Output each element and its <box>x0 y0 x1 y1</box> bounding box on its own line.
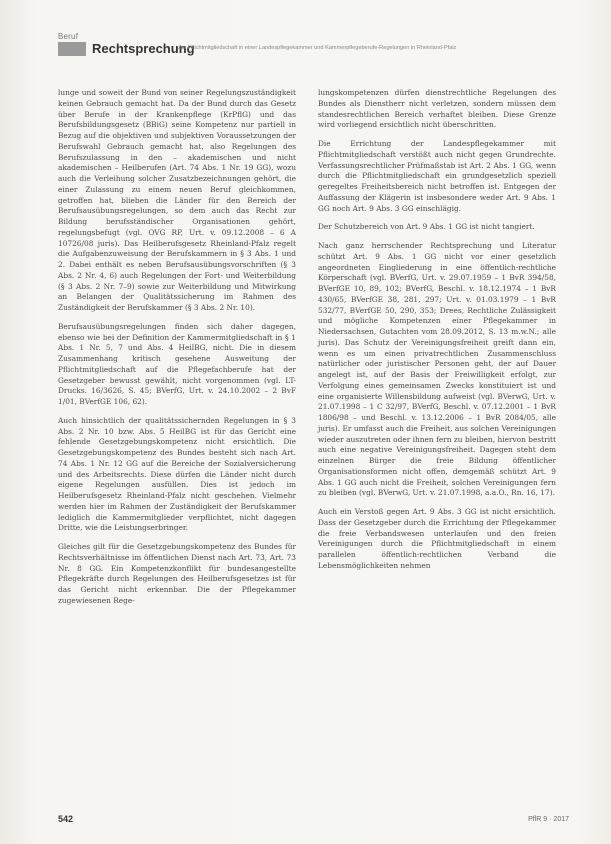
right-column <box>318 88 556 580</box>
journal-reference: PflR 9 · 2017 <box>528 816 569 823</box>
paragraph: Gleiches gilt für die Gesetzgebungskompetenz des Bundes für Rechtsverhältnisse im öffentlichen Dienst nach Art. 73, Art. 73 Nr. 8 GG. Ein Kompetenzkonflikt für bundesangestellte Pflegekräfte durch Regelungen des Heilberufsgesetzes ist für das Gericht nicht erkennbar. Die der Pflegekammer zugewiesenen Rege- <box>58 542 296 605</box>
paragraph: lungskompetenzen dürfen dienstrechtliche Regelungen des Bundes als Dienstherr nicht verletzen, sondern müssen dem standesrechtlichen Bereich verhaftet bleiben. Diese Grenze wird vorliegend ersichtlich nicht überschritten. <box>318 88 556 130</box>
paragraph: lunge und soweit der Bund von seiner Regelungszuständigkeit keinen Gebrauch gemacht hat. Da der Bund durch das Gesetz über Berufe in der Krankenpflege (KrPflG) und das Berufsbildungsgesetz (BBiG) seine Kompetenz nur partiell in Bezug auf die objektiven und subjektiven Voraussetzungen der Berufswahl Gebrauch gemacht hat, also Regelungen des Berufszulassung in den – akademischen und nicht akademischen – Heilberufen (Art. 74 Abs. 1 Nr. 19 GG), wozu auch die Verleihung solcher Zusatzbezeichnungen gehört, die einer Zulassung zu einem neuen Beruf gleichkommen, getroffen hat, blieben die Länder für den Bereich der Berufsausübungsregelungen, so dem auch das Recht zur Bildung berufsständischer Organisationen gehört, regelungsbefugt (vgl. OVG RP, Urt. v. 09.12.2008 – 6 A 10726/08 juris). Das Heilberufsgesetz Rheinland-Pfalz regelt die Aufgabenzuweisung der Berufskammern in § 3 Abs. 1 und 2. Dabei enthält es neben Berufsausübungsvorschriften (§ 3 Abs. 2 Nr. 4, 6) auch Regelungen der Fort- und Weiterbildung (§ 3 Abs. 2 Nr. 7–9) sowie zur Weiterbildung und Mitwirkung an Belangen der Qualitätssicherung im Rahmen des Zuständigkeit der Berufskammer (§ 3 Abs. 2 Nr. 10). <box>58 88 296 312</box>
paragraph: Der Schutzbereich von Art. 9 Abs. 1 GG ist nicht tangiert. <box>318 222 535 232</box>
page-heading-subtitle: Zur Pflichtmitgliedschaft in einer Landespflegekammer und Kammerpflegeberufe-Regelungen in Rheinland-Pfalz <box>178 45 457 51</box>
paragraph: Die Errichtung der Landespflegekammer mit Pflichtmitgliedschaft verstößt auch nicht gegen Grundrechte. Verfassungsrechtlicher Prüfmaßstab ist Art. 2 Abs. 1 GG, wenn durch die Pflichtmitgliedschaft ein grundgesetzlich speziell geregeltes Freiheitsbereich nicht betroffen ist. Entgegen der Auffassung der Klägerin ist insbesondere weder Art. 9 Abs. 1 GG noch Art. 9 Abs. 3 GG einschlägig. <box>318 139 556 213</box>
paragraph: Berufsausübungsregelungen finden sich daher dagegen, ebenso wie bei der Definition der Kammermitgliedschaft in § 1 Abs. 1 Nr. 5, 7 und Abs. 4 HeilBG, nicht. Die in diesem Zusammenhang kritisch gesehene Ausweitung der Pflichtmitgliedschaft auf die Pflegefachberufe hat der Gesetzgeber bewusst gewählt, nicht vorgenommen (vgl. LT-Drucks. 16/3626, S. 45; BVerfG, Urt. v. 24.10.2002 – 2 BvF 1/01, BVerfGE 106, 62). <box>58 321 296 406</box>
page-number: 542 <box>58 814 74 824</box>
page-heading: Rechtsprechung <box>92 41 195 56</box>
paragraph: Nach ganz herrschender Rechtsprechung und Literatur schützt Art. 9 Abs. 1 GG nicht vor einer gesetzlich angeordneten Eingliederung in eine öffentlich-rechtliche Körperschaft (vgl. BVerfG, Urt. v. 29.07.1959 – 1 BvR 394/58, BVerfGE 10, 89, 102; BVerfG, Beschl. v. 18.12.1974 – 1 BvR 430/65, BVerfGE 38, 281, 297; Urt. v. 01.03.1979 – 1 BvR 532/77, BVerfGE 50, 290, 353; Drees, Rechtliche Zulässigkeit und mögliche Kompetenzen einer Pflegekammer in Niedersachsen, Gutachten vom 28.09.2012, S. 13 m.w.N.; alle juris). Das Schutz der Vereinigungsfreiheit greift dann ein, wenn es um einen privatrechtlichen Zusammenschluss natürlicher oder juristischer Personen geht, der auf Dauer angelegt ist, auf der Basis der Freiwilligkeit erfolgt, zur Verfolgung eines gemeinsamen Zwecks konstituiert ist und eine organisierte Willensbildung aufweist (vgl. BVerwG, Urt. v. 21.07.1998 – 1 C 32/97, BVerfG, Beschl. v. 07.12.2001 – 1 BvR 1806/98 – und Beschl. v. 13.12.2006 – 1 BvR 2084/05, alle juris). Er umfasst auch die Freiheit, aus solchen Vereinigungen wieder auszutreten oder ihnen fern zu bleiben, hiervon bestritt auch eine negative Vereinigungsfreiheit. Dagegen steht dem einzelnen Bürger die freie Bildung öffentlicher Organisationsformen nicht offen, demgemäß schützt Art. 9 Abs. 1 GG auch nicht die Freiheit, solchen Vereinigungen fern zu bleiben (vgl. BVerwG, Urt. v. 21.07.1998, a.a.O., Rn. 16, 17). <box>318 241 556 498</box>
paragraph: Auch ein Verstoß gegen Art. 9 Abs. 3 GG ist nicht ersichtlich. Dass der Gesetzgeber durch die Errichtung der Pflegekammer die freie Verbandswesen unterlaufen und den freien Vereinigungen durch die Pflichtmitgliedschaft in einem parallelen öffentlich-rechtlichen Verband die Lebensmöglichkeiten nehmen <box>318 507 556 570</box>
section-label: Beruf <box>58 32 79 41</box>
paragraph: Auch hinsichtlich der qualitätssichernden Regelungen in § 3 Abs. 2 Nr. 10 bzw. Abs. 5 HeilBG ist für das Gericht eine fehlende Gesetzgebungskompetenz nicht ersichtlich. Die Gesetzgebungskompetenz des Bundes besteht sich nach Art. 74 Abs. 1 Nr. 12 GG auf die Bereiche der Sozialversicherung und des Arbeitsrechts. Diese dürfen die Länder nicht durch eigene Regelungen ausfüllen. Dies ist jedoch im Heilberufsgesetz Rheinland-Pfalz nicht geschehen. Vielmehr werden hier im Rahmen der Zuständigkeit der Berufskammer lediglich die Kammermitglieder verpflichtet, nicht dagegen Dritte, wie die Leistungserbringer. <box>58 415 296 533</box>
section-marker-bar <box>58 42 86 56</box>
left-column <box>58 88 296 615</box>
